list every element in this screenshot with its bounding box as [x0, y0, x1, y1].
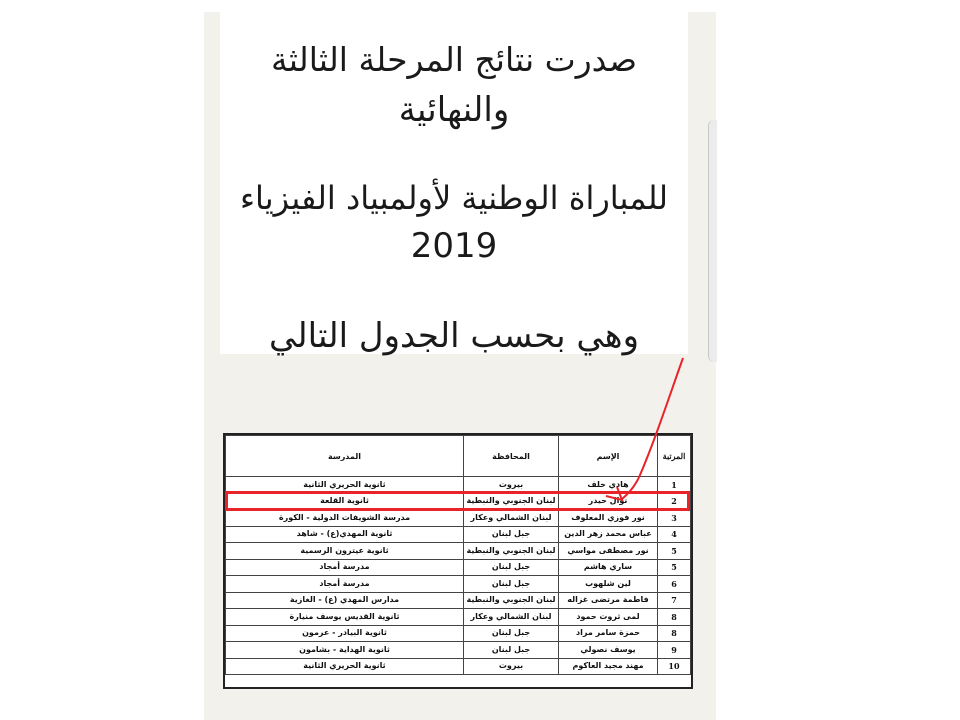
cell-rank: 7: [658, 592, 691, 609]
cell-rank: 5: [658, 543, 691, 560]
cell-governorate: لبنان الشمالي وعكار: [464, 510, 559, 527]
cell-school: مدرسة أمجاد: [226, 559, 464, 576]
cell-governorate: لبنان الجنوبي والنبطية: [464, 543, 559, 560]
cell-governorate: بيروت: [464, 658, 559, 675]
cell-name: عباس محمد زهر الدين: [559, 526, 658, 543]
table-row: [226, 543, 691, 560]
cell-governorate: لبنان الشمالي وعكار: [464, 609, 559, 626]
table-row: [226, 592, 691, 609]
headline-year: 2019: [410, 226, 498, 266]
cell-school: ثانوية المهدي(ع) - شاهد: [226, 526, 464, 543]
cell-school: ثانوية القلعة: [226, 493, 464, 510]
headline-line-3: للمباراة الوطنية لأولمبياد الفيزياء: [239, 179, 669, 217]
page-edge-shadow: [708, 120, 717, 362]
cell-rank: 1: [658, 477, 691, 494]
cell-school: ثانوية الحريري الثانية: [226, 477, 464, 494]
cell-name: نور فوزي المعلوف: [559, 510, 658, 527]
cell-name: حمزة سامر مراد: [559, 625, 658, 642]
cell-name: لمى ثروت حمود: [559, 609, 658, 626]
cell-governorate: لبنان الجنوبي والنبطية: [464, 493, 559, 510]
cell-rank: 6: [658, 576, 691, 593]
cell-school: ثانوية الحريري الثانية: [226, 658, 464, 675]
table-row: [226, 609, 691, 626]
results-table-frame: [223, 433, 693, 689]
cell-rank: 5: [658, 559, 691, 576]
cell-school: مدرسة أمجاد: [226, 576, 464, 593]
cell-name: نوال حيدر: [559, 493, 658, 510]
table-row: [226, 658, 691, 675]
cell-name: ساري هاشم: [559, 559, 658, 576]
cell-name: مهند مجيد العاكوم: [559, 658, 658, 675]
cell-rank: 9: [658, 642, 691, 659]
table-row: [226, 526, 691, 543]
cell-rank: 8: [658, 609, 691, 626]
cell-rank: 3: [658, 510, 691, 527]
table-row: [226, 559, 691, 576]
headline-line-5: وهي بحسب الجدول التالي: [268, 316, 640, 356]
highlighted-row-box: [225, 491, 690, 511]
cell-name: نور مصطفى مواسي: [559, 543, 658, 560]
header-rank: المرتبة: [658, 436, 691, 477]
cell-rank: 8: [658, 625, 691, 642]
cell-name: لين شلهوب: [559, 576, 658, 593]
cell-governorate: لبنان الجنوبي والنبطية: [464, 592, 559, 609]
cell-governorate: جبل لبنان: [464, 642, 559, 659]
cell-governorate: جبل لبنان: [464, 559, 559, 576]
table-row: [226, 625, 691, 642]
cell-rank: 2: [658, 493, 691, 510]
cell-rank: 10: [658, 658, 691, 675]
headline-line-1: صدرت نتائج المرحلة الثالثة: [271, 40, 637, 79]
cell-school: مدارس المهدي (ع) - الغازية: [226, 592, 464, 609]
headline-line-2: والنهائية: [398, 90, 510, 130]
cell-rank: 4: [658, 526, 691, 543]
table-row: [226, 576, 691, 593]
table-row: [226, 510, 691, 527]
header-name: الإسم: [559, 436, 658, 477]
cell-school: ثانوية البيادر - عرمون: [226, 625, 464, 642]
cell-governorate: بيروت: [464, 477, 559, 494]
table-row: [226, 642, 691, 659]
cell-school: ثانوية القديس يوسف منيارة: [226, 609, 464, 626]
cell-governorate: جبل لبنان: [464, 576, 559, 593]
table-header-row: [226, 436, 691, 477]
cell-school: ثانوية الهداية - بشامون: [226, 642, 464, 659]
cell-name: هادي خلف: [559, 477, 658, 494]
cell-governorate: جبل لبنان: [464, 526, 559, 543]
header-governorate: المحافظة: [464, 436, 559, 477]
cell-name: يوسف نصولي: [559, 642, 658, 659]
announcement-card: [220, 12, 688, 354]
header-school: المدرسة: [226, 436, 464, 477]
cell-school: مدرسة الشويفات الدولية - الكورة: [226, 510, 464, 527]
cell-name: فاطمة مرتضى غزاله: [559, 592, 658, 609]
results-table: [225, 435, 691, 675]
cell-governorate: جبل لبنان: [464, 625, 559, 642]
cell-school: ثانوية عيترون الرسمية: [226, 543, 464, 560]
